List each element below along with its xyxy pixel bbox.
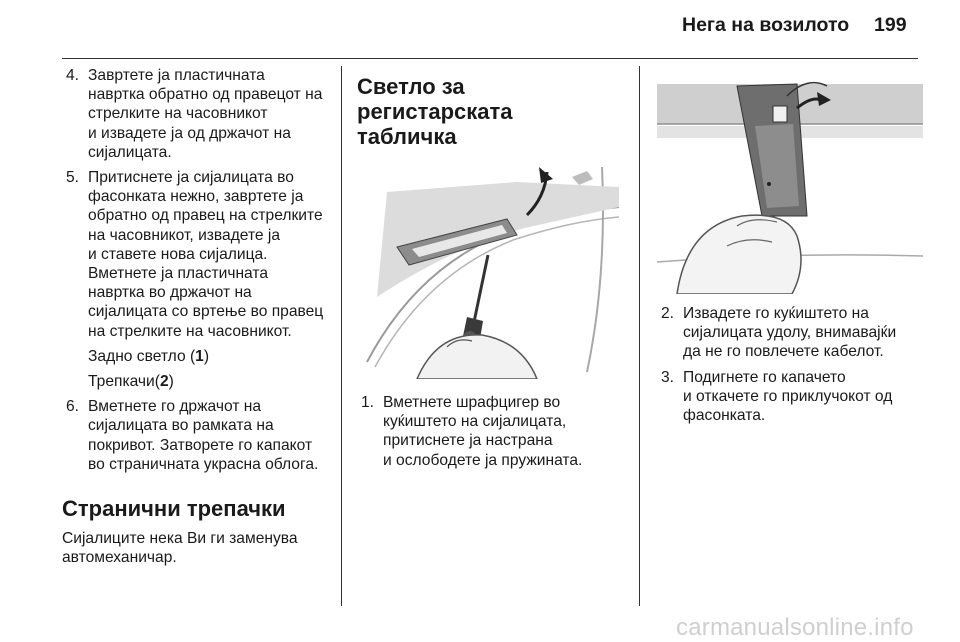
step-line: фасонката нежно, завртете ја [88, 188, 304, 206]
text-line: автомеханичар. [62, 549, 177, 567]
step-line: Подигнете го капачето [683, 368, 846, 386]
step-line: сијалицата во рамката на [88, 417, 274, 435]
step-line: и ослободете ја пружината. [383, 451, 583, 469]
column-3 [657, 66, 923, 431]
step-3 [657, 368, 923, 426]
column-divider-right [639, 66, 640, 606]
header-title: Нега на возилото [682, 14, 850, 36]
section-text [62, 529, 332, 567]
note-text: Задно светло ( [88, 347, 196, 365]
note-text: ) [203, 347, 210, 365]
step-4 [62, 66, 332, 162]
column-1 [62, 66, 332, 567]
step-number: 5. [66, 169, 80, 187]
step-line: да не го повлечете кабелот. [683, 343, 884, 361]
step-line: куќиштето на сијалицата, [383, 413, 567, 431]
page-number: 199 [874, 14, 907, 36]
lamp-housing-illustration [657, 66, 923, 294]
step-line: Вметнете ја пластичната [88, 265, 269, 283]
section-heading-plate-light [357, 74, 623, 149]
step-line: притиснете ја настрана [383, 432, 553, 450]
note-number: 2 [159, 373, 169, 391]
step-line: стрелките на часовникот [88, 105, 268, 123]
step-line: сијалицата удолу, внимавајќи [683, 324, 897, 342]
note-number: 1 [195, 347, 204, 365]
plate-light-illustration [357, 157, 623, 379]
step-line: Вметнете го држачот на [88, 398, 262, 416]
step-2 [657, 304, 923, 362]
step-line: на стрелките на часовникот. [88, 322, 292, 340]
step-line: во страничната украсна облога. [88, 455, 319, 473]
note-text: ) [168, 373, 174, 391]
step-6 [62, 397, 332, 474]
note-indicators [88, 372, 332, 391]
step-line: Притиснете ја сијалицата во [88, 169, 294, 187]
section-heading-side-indicators: Странични трепачки [62, 496, 286, 522]
step-line: сијалицата. [88, 143, 172, 161]
step-line: и извадете ја од држачот на [88, 124, 291, 142]
step-line: обратно од правец на стрелките [88, 207, 323, 225]
heading-line: табличка [357, 124, 457, 149]
watermark: carmanualsonline.info [676, 614, 914, 641]
step-line: Вметнете шрафцигер во [383, 394, 561, 411]
heading-line: Светло за регистарската [357, 74, 513, 124]
step-number: 4. [66, 67, 80, 84]
step-line: фасонката. [683, 407, 766, 425]
step-line: покривот. Затворете го капакот [88, 436, 313, 454]
step-number: 2. [661, 305, 675, 322]
column-divider-left [341, 66, 342, 606]
step-number: 3. [661, 368, 675, 386]
step-number: 6. [66, 398, 80, 416]
step-5 [62, 168, 332, 341]
step-line: на часовникот, извадете ја [88, 226, 281, 244]
step-line: и откачете го приклучокот од [683, 387, 893, 405]
step-line: Завртете ја пластичната [88, 67, 265, 84]
step-line: сијалицата со вртење во правец [88, 303, 324, 321]
step-1 [357, 393, 623, 470]
note-text: Трепкачи( [88, 373, 160, 391]
text-line: Сијалиците нека Ви ги заменува [62, 530, 298, 548]
step-line: и ставете нова сијалица. [88, 245, 268, 263]
header-rule [62, 58, 918, 59]
step-line: Извадете го куќиштето на [683, 305, 869, 322]
note-rear-light [88, 347, 332, 366]
step-number: 1. [361, 394, 375, 411]
step-line: наврткa во држачот на [88, 284, 252, 302]
step-line: наврткa обратно од правецот на [88, 86, 323, 104]
column-2 [357, 66, 623, 476]
